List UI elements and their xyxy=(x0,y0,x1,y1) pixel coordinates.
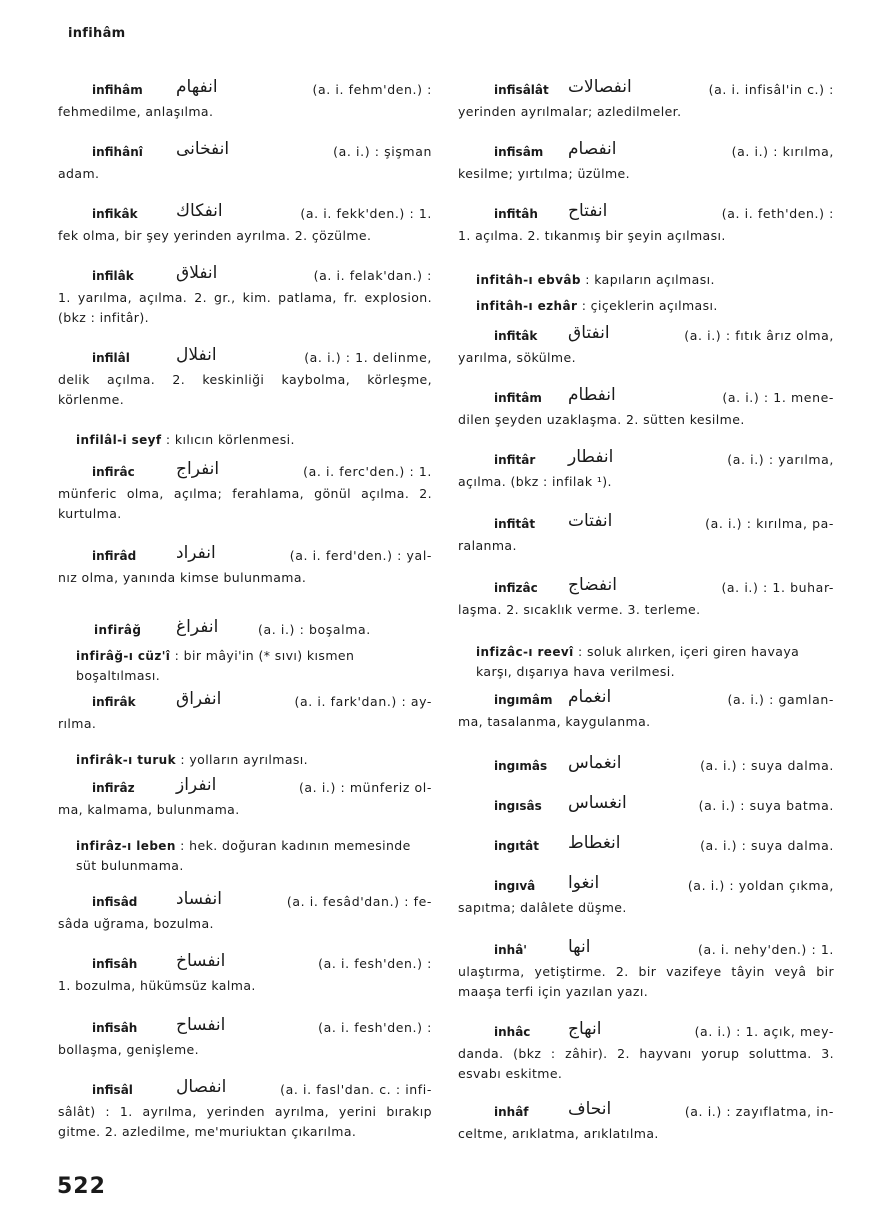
entry-headword: ingımâs xyxy=(494,759,548,773)
entry-arabic: انفساخ xyxy=(176,951,226,971)
entry-arabic: انغطاط xyxy=(568,833,621,853)
entry-grammar: (a. i.) : kırılma, pa- xyxy=(705,516,834,531)
entry-grammar: (a. i.) : fıtık ârız olma, xyxy=(684,328,834,343)
entry-grammar: (a. i.) : 1. delinme, xyxy=(304,350,432,365)
dictionary-entry xyxy=(458,77,834,122)
entry-arabic: انغمام xyxy=(568,687,612,707)
entry-arabic: انفلاق xyxy=(176,263,218,283)
sub-entry-headword: infizâc-ı reevî xyxy=(476,645,574,659)
dictionary-entry xyxy=(58,77,432,122)
dictionary-entry xyxy=(458,937,834,1002)
sub-entry-text: : soluk alırken, içeri giren havaya karşı, dışarıya hava verilmesi. xyxy=(476,644,800,679)
entry-arabic: انفتاق xyxy=(568,323,610,343)
dictionary-entry xyxy=(458,1099,834,1144)
dictionary-entry xyxy=(458,511,834,556)
entry-grammar: (a. i. fehm'den.) : xyxy=(312,82,432,97)
entry-headword: infisâh xyxy=(92,957,138,971)
entry-arabic: انفصال xyxy=(176,1077,227,1097)
sub-entry-text: : bir mâyi'in (* sıvı) kısmen boşaltılması. xyxy=(76,648,355,683)
entry-definition: nız olma, yanında kimse bulunmama. xyxy=(58,570,307,585)
entry-definition: fek olma, bir şey yerinden ayrılma. 2. çözülme. xyxy=(58,228,372,243)
entry-grammar: (a. i.) : kırılma, xyxy=(731,144,834,159)
sub-entry xyxy=(458,296,834,316)
entry-definition: kesilme; yırtılma; üzülme. xyxy=(458,166,630,181)
entry-headword: inhâ' xyxy=(494,943,527,957)
dictionary-entry xyxy=(458,753,834,778)
entry-grammar: (a. i. fekk'den.) : 1. xyxy=(300,206,432,221)
entry-grammar: (a. i.) : 1. açık, mey- xyxy=(694,1024,834,1039)
sub-entry xyxy=(458,642,834,682)
entry-grammar: (a. i.) : suya dalma. xyxy=(700,758,834,773)
entry-grammar: (a. i. ferc'den.) : 1. xyxy=(303,464,432,479)
sub-entry-headword: infirâk-ı turuk xyxy=(76,753,176,767)
dictionary-entry xyxy=(58,1015,432,1060)
sub-entry-arabic: انفراغ xyxy=(176,617,219,637)
entry-arabic: انفتاح xyxy=(568,201,608,221)
entry-headword: inhâf xyxy=(494,1105,529,1119)
entry-grammar: (a. i.) : suya dalma. xyxy=(700,838,834,853)
dictionary-entry xyxy=(458,1019,834,1084)
entry-grammar: (a. i.) : suya batma. xyxy=(698,798,834,813)
entry-headword: infisâl xyxy=(92,1083,133,1097)
entry-arabic: انفطام xyxy=(568,385,616,405)
entry-definition: ma, kalmama, bulunmama. xyxy=(58,802,240,817)
entry-definition: laşma. 2. sıcaklık verme. 3. terleme. xyxy=(458,602,701,617)
entry-headword: infirâc xyxy=(92,465,135,479)
entry-definition: dilen şeyden uzaklaşma. 2. sütten kesilme. xyxy=(458,412,745,427)
sub-entry-text: : yolların ayrılması. xyxy=(175,752,309,767)
entry-headword: infisâm xyxy=(494,145,544,159)
entry-arabic: انغوا xyxy=(568,873,600,893)
entry-arabic: انغماس xyxy=(568,753,622,773)
entry-arabic: انحاف xyxy=(568,1099,612,1119)
dictionary-entry xyxy=(58,459,432,524)
entry-grammar: (a. i.) : 1. mene- xyxy=(722,390,834,405)
entry-arabic: انفطار xyxy=(568,447,614,467)
entry-headword: ingısâs xyxy=(494,799,542,813)
entry-grammar: (a. i.) : 1. buhar- xyxy=(721,580,834,595)
entry-arabic: انفراد xyxy=(176,543,216,563)
sub-entry-headword: infirâz-ı leben xyxy=(76,839,176,853)
dictionary-entry xyxy=(458,833,834,858)
dictionary-entry xyxy=(458,793,834,818)
entry-grammar: (a. i. fesh'den.) : xyxy=(318,1020,432,1035)
entry-grammar: (a. i. feth'den.) : xyxy=(721,206,834,221)
entry-definition: yerinden ayrılmalar; azledilmeler. xyxy=(458,104,682,119)
entry-headword: infisâh xyxy=(92,1021,138,1035)
entry-grammar: (a. i. felak'dan.) : xyxy=(313,268,432,283)
sub-entry xyxy=(58,750,432,770)
entry-arabic: انفراز xyxy=(176,775,217,795)
entry-definition: ralanma. xyxy=(458,538,517,553)
entry-definition: fehmedilme, anlaşılma. xyxy=(58,104,214,119)
sub-entry-headword: infitâh-ı ebvâb xyxy=(476,273,581,287)
entry-arabic: انفراق xyxy=(176,689,222,709)
entry-headword: infitât xyxy=(494,517,536,531)
entry-headword: infirâk xyxy=(92,695,136,709)
dictionary-entry xyxy=(58,139,432,184)
entry-headword: infitâk xyxy=(494,329,538,343)
dictionary-entry xyxy=(458,873,834,918)
dictionary-entry xyxy=(458,139,834,184)
entry-headword: infizâc xyxy=(494,581,538,595)
sub-entry-text: : kılıcın körlenmesi. xyxy=(161,432,295,447)
sub-entry xyxy=(58,646,432,686)
entry-arabic: انفراج xyxy=(176,459,220,479)
entry-headword: infikâk xyxy=(92,207,138,221)
entry-headword: infirâz xyxy=(92,781,135,795)
entry-headword: infilâl xyxy=(92,351,130,365)
entry-grammar: (a. i. ferd'den.) : yal- xyxy=(289,548,432,563)
entry-definition: açılma. (bkz : infilak ¹). xyxy=(458,474,612,489)
entry-headword: infilâk xyxy=(92,269,134,283)
entry-definition: 1. yarılma, açılma. 2. gr., kim. patlama, fr. explosion. (bkz : infitâr). xyxy=(58,290,432,325)
entry-headword: ingıtât xyxy=(494,839,539,853)
dictionary-entry xyxy=(458,323,834,368)
entry-arabic: انفساد xyxy=(176,889,222,909)
sub-entry xyxy=(458,270,834,290)
entry-headword: infisâd xyxy=(92,895,138,909)
entry-definition: sâda uğrama, bozulma. xyxy=(58,916,214,931)
sub-entry-text: : çiçeklerin açılması. xyxy=(577,298,718,313)
entry-definition: danda. (bkz : zâhir). 2. hayvanı yorup soluttma. 3. esvabı eskitme. xyxy=(458,1046,834,1081)
dictionary-entry xyxy=(458,201,834,246)
dictionary-entry xyxy=(458,447,834,492)
page-number: 522 xyxy=(57,1174,106,1199)
dictionary-entry xyxy=(458,575,834,620)
entry-grammar: (a. i. infisâl'in c.) : xyxy=(708,82,834,97)
entry-grammar: (a. i.) : yarılma, xyxy=(727,452,834,467)
entry-headword: infitâh xyxy=(494,207,538,221)
entry-grammar: (a. i.) : yoldan çıkma, xyxy=(687,878,834,893)
entry-definition: bollaşma, genişleme. xyxy=(58,1042,200,1057)
entry-arabic: انفتات xyxy=(568,511,613,531)
entry-headword: infisâlât xyxy=(494,83,549,97)
entry-definition: sapıtma; dalâlete düşme. xyxy=(458,900,627,915)
entry-headword: infitâr xyxy=(494,453,536,467)
entry-arabic: انفخانى xyxy=(176,139,230,159)
entry-definition: yarılma, sökülme. xyxy=(458,350,576,365)
dictionary-entry xyxy=(58,345,432,410)
entry-grammar: (a. i. fesh'den.) : xyxy=(318,956,432,971)
entry-definition: rılma. xyxy=(58,716,97,731)
entry-definition: adam. xyxy=(58,166,100,181)
entry-arabic: انها xyxy=(568,937,591,957)
dictionary-entry xyxy=(58,889,432,934)
entry-arabic: انفهام xyxy=(176,77,218,97)
entry-headword: infirâd xyxy=(92,549,137,563)
running-head: infihâm xyxy=(68,26,126,41)
entry-definition: 1. açılma. 2. tıkanmış bir şeyin açılması. xyxy=(458,228,726,243)
entry-grammar: (a. i.) : şişman xyxy=(333,144,432,159)
entry-arabic: انغساس xyxy=(568,793,627,813)
entry-grammar: (a. i. fark'dan.) : ay- xyxy=(294,694,432,709)
entry-definition: celtme, arıklatma, arıklatılma. xyxy=(458,1126,659,1141)
entry-arabic: انفساح xyxy=(176,1015,226,1035)
entry-arabic: انفكاك xyxy=(176,201,223,221)
entry-headword: infitâm xyxy=(494,391,542,405)
dictionary-entry xyxy=(458,385,834,430)
entry-definition: 1. bozulma, hükümsüz kalma. xyxy=(58,978,256,993)
entry-arabic: انفصالات xyxy=(568,77,632,97)
entry-grammar: (a. i. fasl'dan. c. : infi- xyxy=(280,1082,432,1097)
entry-headword: infihânî xyxy=(92,145,143,159)
entry-headword: infihâm xyxy=(92,83,143,97)
entry-arabic: انهاج xyxy=(568,1019,602,1039)
dictionary-entry xyxy=(58,263,432,328)
entry-headword: ingımâm xyxy=(494,693,553,707)
dictionary-entry xyxy=(58,689,432,734)
sub-entry xyxy=(58,617,432,642)
sub-entry-text: : kapıların açılması. xyxy=(580,272,715,287)
entry-definition: münferic olma, açılma; ferahlama, gönül açılma. 2. kurtulma. xyxy=(58,486,432,521)
entry-grammar: (a. i.) : gamlan- xyxy=(727,692,834,707)
sub-entry-headword: infirâğ xyxy=(94,623,142,637)
entry-grammar: (a. i.) : zayıflatma, in- xyxy=(684,1104,834,1119)
entry-definition: ulaştırma, yetiştirme. 2. bir vazifeye tâyin veyâ bir maaşa terfi için yazılan yazı. xyxy=(458,964,834,999)
sub-entry-headword: infirâğ-ı cüz'î xyxy=(76,649,171,663)
entry-grammar: (a. i. fesâd'dan.) : fe- xyxy=(286,894,432,909)
sub-entry-headword: infitâh-ı ezhâr xyxy=(476,299,578,313)
entry-definition: sâlât) : 1. ayrılma, yerinden ayrılma, yerini bırakıp gitme. 2. azledilme, me'muriuktan çıkarılma. xyxy=(58,1104,432,1139)
entry-headword: ingıvâ xyxy=(494,879,536,893)
dictionary-entry xyxy=(58,543,432,588)
entry-arabic: انفلال xyxy=(176,345,217,365)
dictionary-entry xyxy=(458,687,834,732)
entry-grammar: (a. i. nehy'den.) : 1. xyxy=(698,942,834,957)
sub-entry-headword: infilâl-i seyf xyxy=(76,433,162,447)
sub-entry xyxy=(58,430,432,450)
entry-definition: delik açılma. 2. keskinliği kaybolma, körleşme, körlenme. xyxy=(58,372,432,407)
dictionary-entry xyxy=(58,1077,432,1142)
entry-headword: inhâc xyxy=(494,1025,531,1039)
sub-entry-grammar: (a. i.) : boşalma. xyxy=(258,622,371,637)
dictionary-entry xyxy=(58,201,432,246)
entry-arabic: انفصام xyxy=(568,139,617,159)
sub-entry-text: : hek. doğuran kadının memesinde süt bulunmama. xyxy=(76,838,411,873)
entry-arabic: انفضاج xyxy=(568,575,617,595)
dictionary-entry xyxy=(58,951,432,996)
entry-grammar: (a. i.) : münferiz ol- xyxy=(298,780,432,795)
entry-definition: ma, tasalanma, kaygulanma. xyxy=(458,714,651,729)
sub-entry xyxy=(58,836,432,876)
dictionary-entry xyxy=(58,775,432,820)
